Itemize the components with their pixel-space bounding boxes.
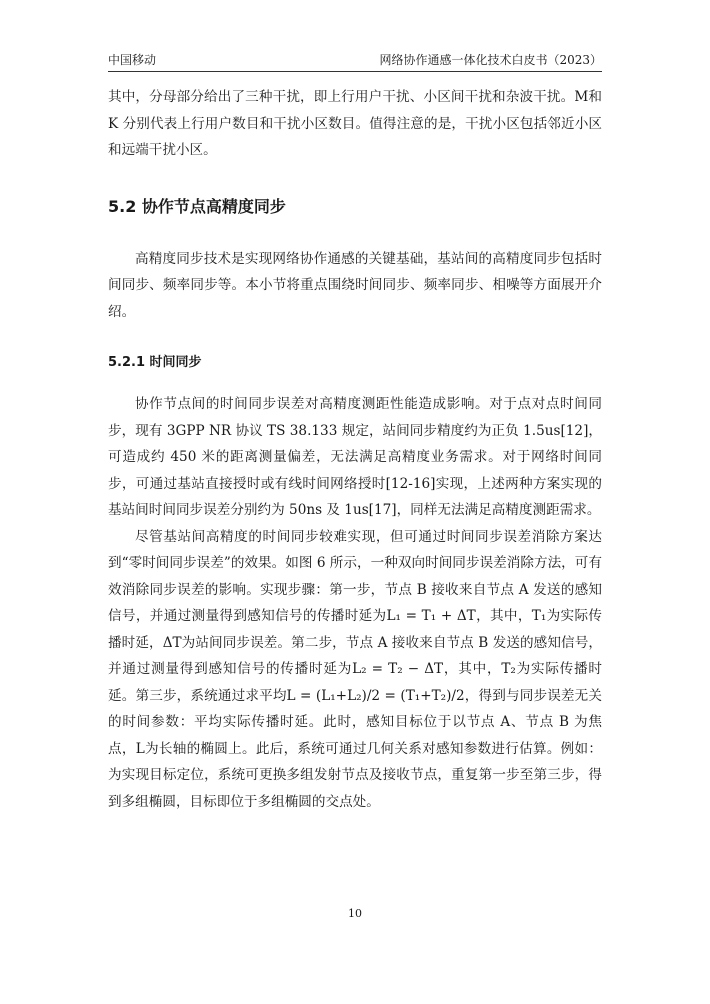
section-heading: 5.2 协作节点高精度同步 xyxy=(108,196,286,216)
time-sync-paragraph-2: 尽管基站间高精度的时间同步较难实现，但可通过时间同步误差消除方案达到“零时间同步误差”的效果。如图 6 所示，一种双向时间同步误差消除方法，可有效消除同步误差的影响。实现步骤：第一步，节点 B 接收来自节点 A 发送的感知信号，并通过测量得到感知信号的传播时延为L₁ = T₁ + ΔT，其中，T₁为实际传播时延，ΔT为站间同步误差。第二步，节点 A 接收来自节点 B 发送的感知信号，并通过测量得到感知信号的传播时延为L₂ = T₂ − ΔT，其中，T₂为实际传播时延。第三步，系统通过求平均L = (L₁+L₂)/2 = (T₁+T₂)/2，得到与同步误差无关的时间参数：平均实际传播时延。此时，感知目标位于以节点 A、节点 B 为焦点，L为长轴的椭圆上。此后，系统可通过几何关系对感知参数进行估算。例如：为实现目标定位，系统可更换多组发射节点及接收节点，重复第一步至第三步，得到多组椭圆，目标即位于多组椭圆的交点处。 xyxy=(108,528,602,810)
intro-paragraph: 其中，分母部分给出了三种干扰，即上行用户干扰、小区间干扰和杂波干扰。M和 K 分别代表上行用户数目和干扰小区数目。值得注意的是，干扰小区包括邻近小区和远端干扰小区。 xyxy=(108,89,602,158)
header-org: 中国移动 xyxy=(108,53,157,67)
time-sync-paragraph-1: 协作节点间的时间同步误差对高精度测距性能造成影响。对于点对点时间同步，现有 3GPP NR 协议 TS 38.133 规定，站间同步精度约为正负 1.5us[12]，可造成约 450 米的距离测量偏差，无法满足高精度业务需求。对于网络时间同步，可通过基站直接授时或有线时间网络授时[12-16]实现，上述两种方案实现的基站间时间同步误差分别约为 50ns 及 1us[17]，同样无法满足高精度测距需求。 xyxy=(108,396,602,518)
section-intro-paragraph: 高精度同步技术是实现网络协作通感的关键基础，基站间的高精度同步包括时间同步、频率同步等。本小节将重点围绕时间同步、频率同步、相噪等方面展开介绍。 xyxy=(108,250,602,320)
page-number: 10 xyxy=(348,907,362,920)
page-header xyxy=(108,48,602,68)
header-divider xyxy=(108,71,602,72)
page-content xyxy=(108,84,602,815)
subsection-heading: 5.2.1 时间同步 xyxy=(108,355,202,370)
header-doc-title: 网络协作通感一体化技术白皮书（2023） xyxy=(379,53,602,67)
